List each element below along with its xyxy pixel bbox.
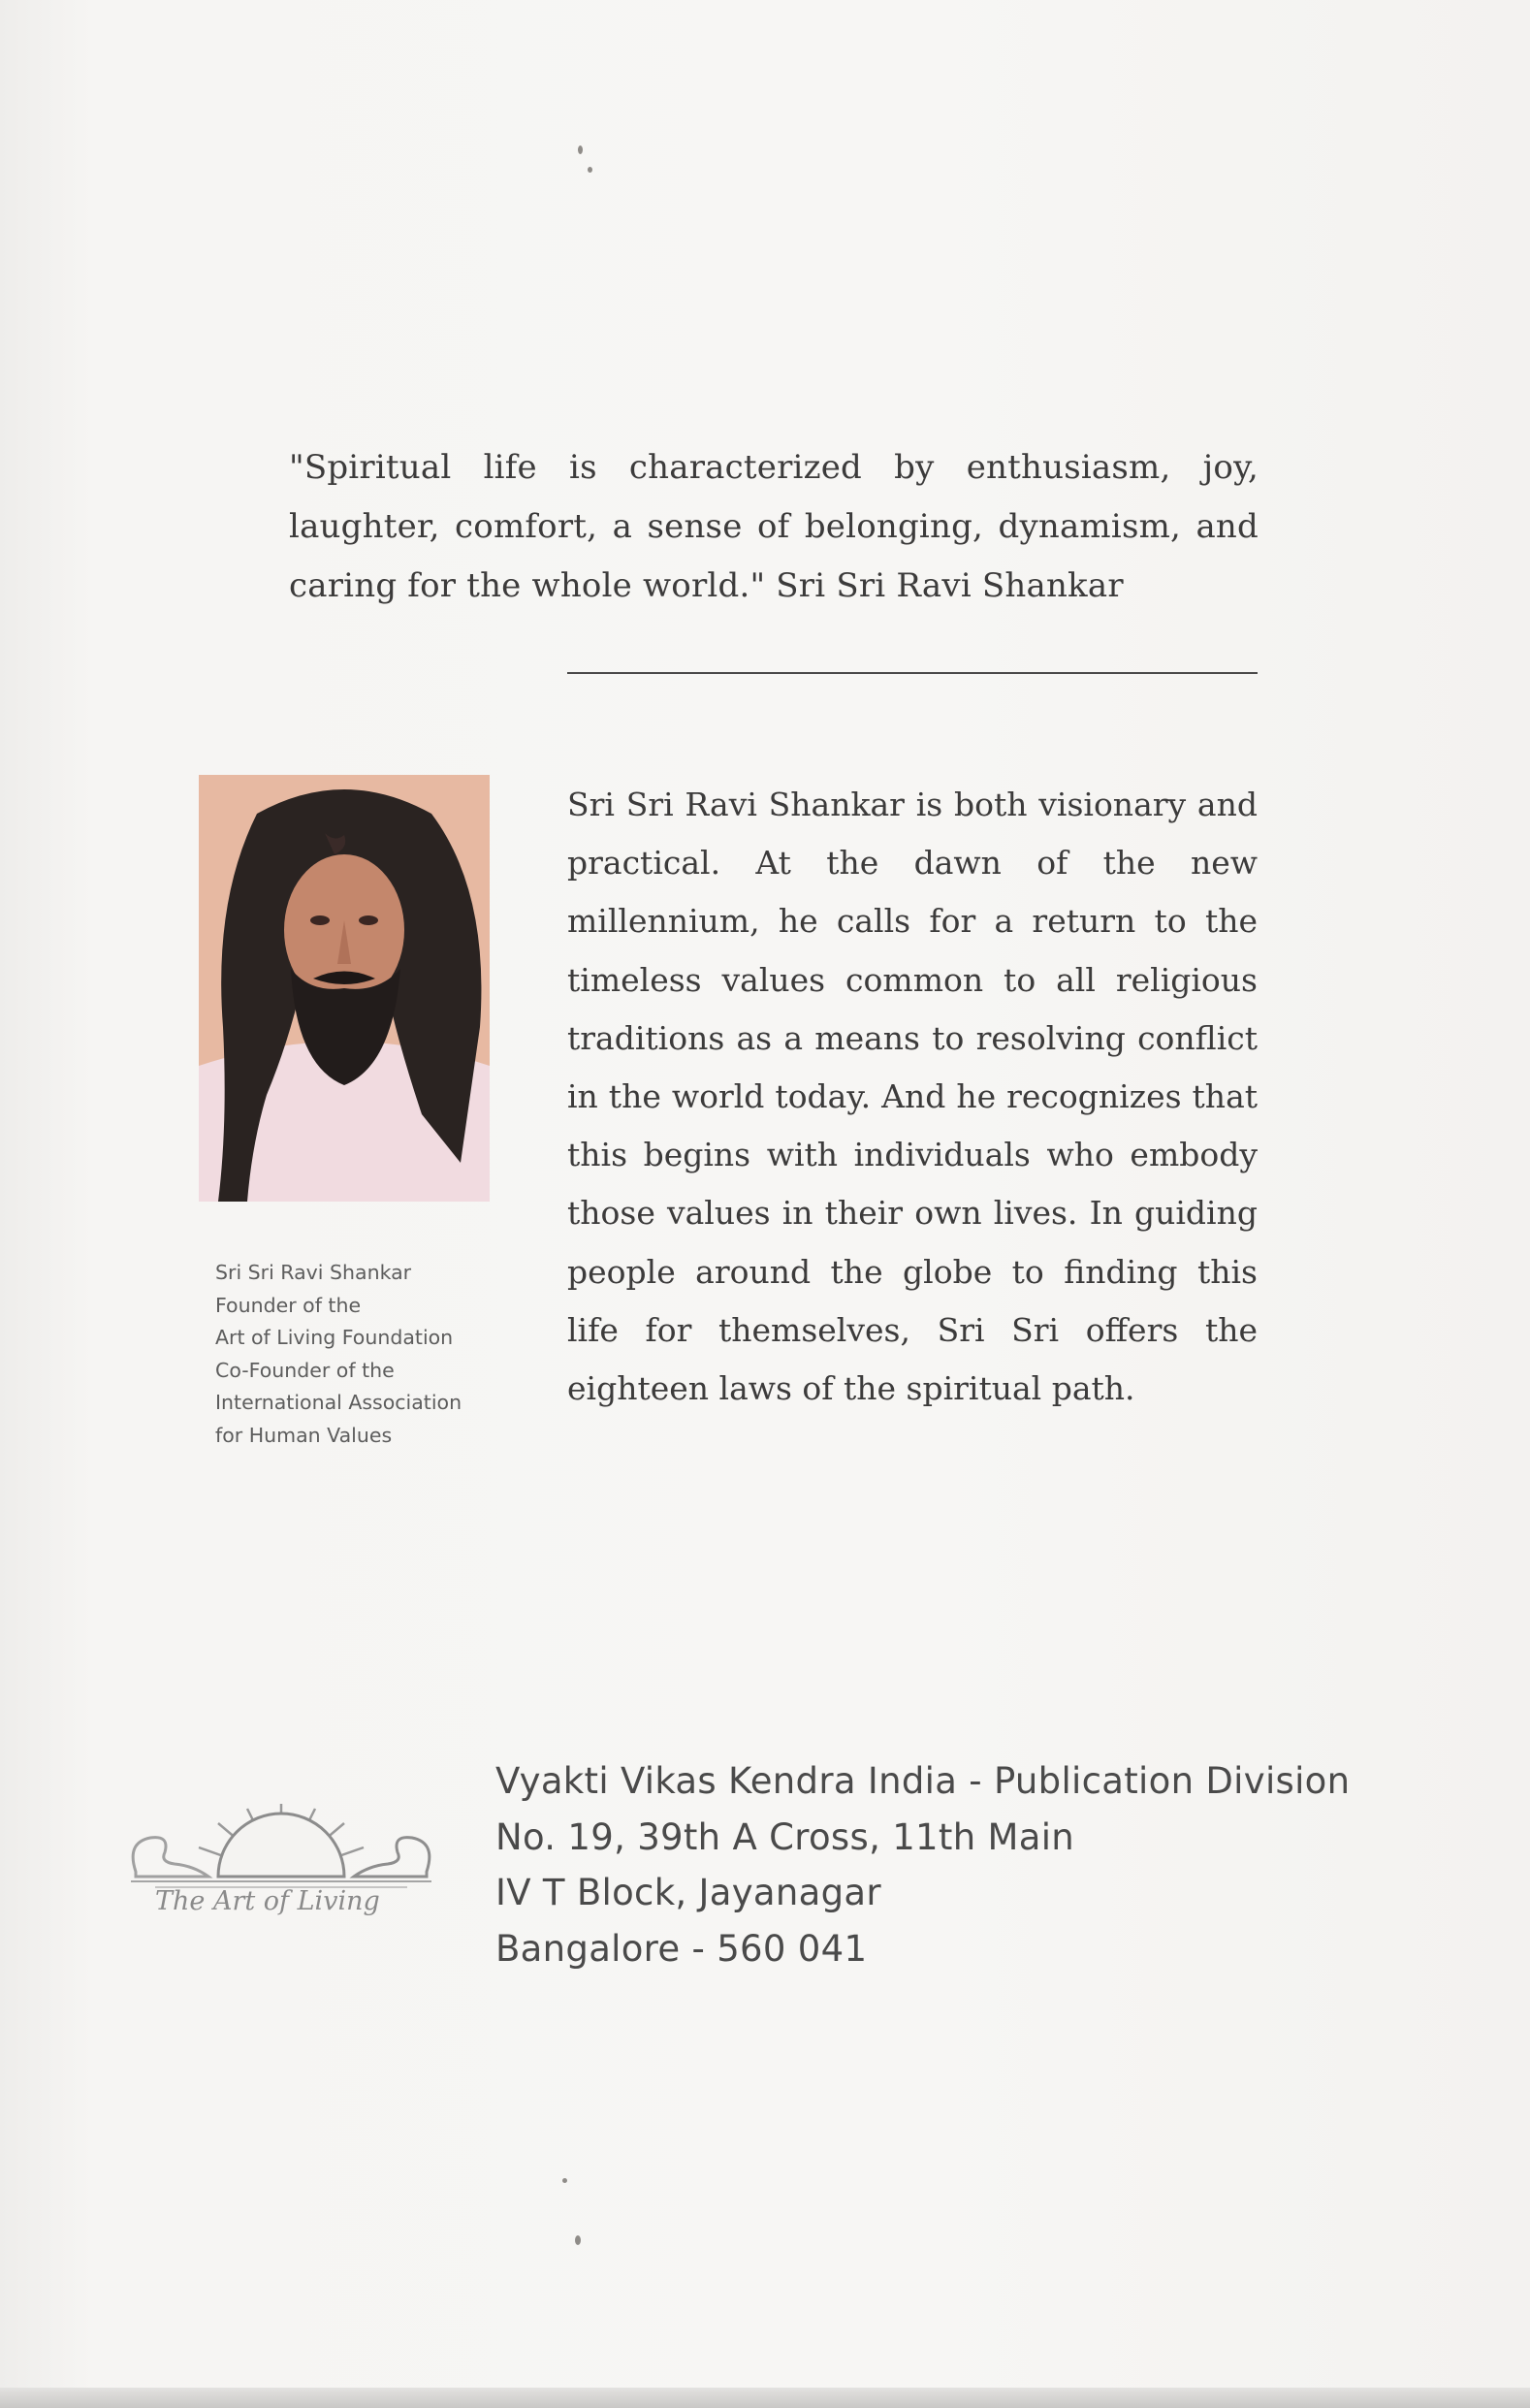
- author-portrait-image: [199, 775, 490, 1202]
- author-bio: Sri Sri Ravi Shankar is both visionary and practical. At the dawn of the new millennium, he calls for a return to the timeless values common to all religious traditions as a means to resolving conflict in the world today. And he recognizes that this begins with individuals who embody those values in their own lives. In guiding people around the globe to finding this life for themselves, Sri Sri offers the eighteen laws of the spiritual path.: [567, 786, 1258, 1408]
- divider-line: [567, 672, 1258, 674]
- caption-line: Co-Founder of the: [215, 1358, 395, 1382]
- caption-line: Sri Sri Ravi Shankar: [215, 1261, 412, 1284]
- address-line: Vyakti Vikas Kendra India - Publication Division: [495, 1760, 1351, 1802]
- logo-text: The Art of Living: [155, 1886, 380, 1916]
- photo-caption: [215, 1257, 506, 1452]
- address-line: Bangalore - 560 041: [495, 1927, 868, 1970]
- address-line: IV T Block, Jayanagar: [495, 1872, 881, 1913]
- caption-line: Founder of the: [215, 1293, 362, 1317]
- print-speck: [575, 2235, 581, 2245]
- print-speck: [578, 145, 583, 154]
- publisher-address: [495, 1753, 1350, 1976]
- address-line: No. 19, 39th A Cross, 11th Main: [495, 1815, 1075, 1858]
- caption-line: International Association: [215, 1391, 462, 1414]
- author-photo: [199, 775, 490, 1202]
- caption-line: for Human Values: [215, 1423, 393, 1447]
- print-speck: [562, 2178, 567, 2183]
- print-speck: [588, 167, 592, 173]
- caption-line: Art of Living Foundation: [215, 1326, 454, 1349]
- page-edge: [0, 2388, 1530, 2408]
- cover-quote: "Spiritual life is characterized by enthusiasm, joy, laughter, comfort, a sense of belonging, dynamism, and caring for the whole world." Sri Sri Ravi Shankar: [289, 448, 1259, 605]
